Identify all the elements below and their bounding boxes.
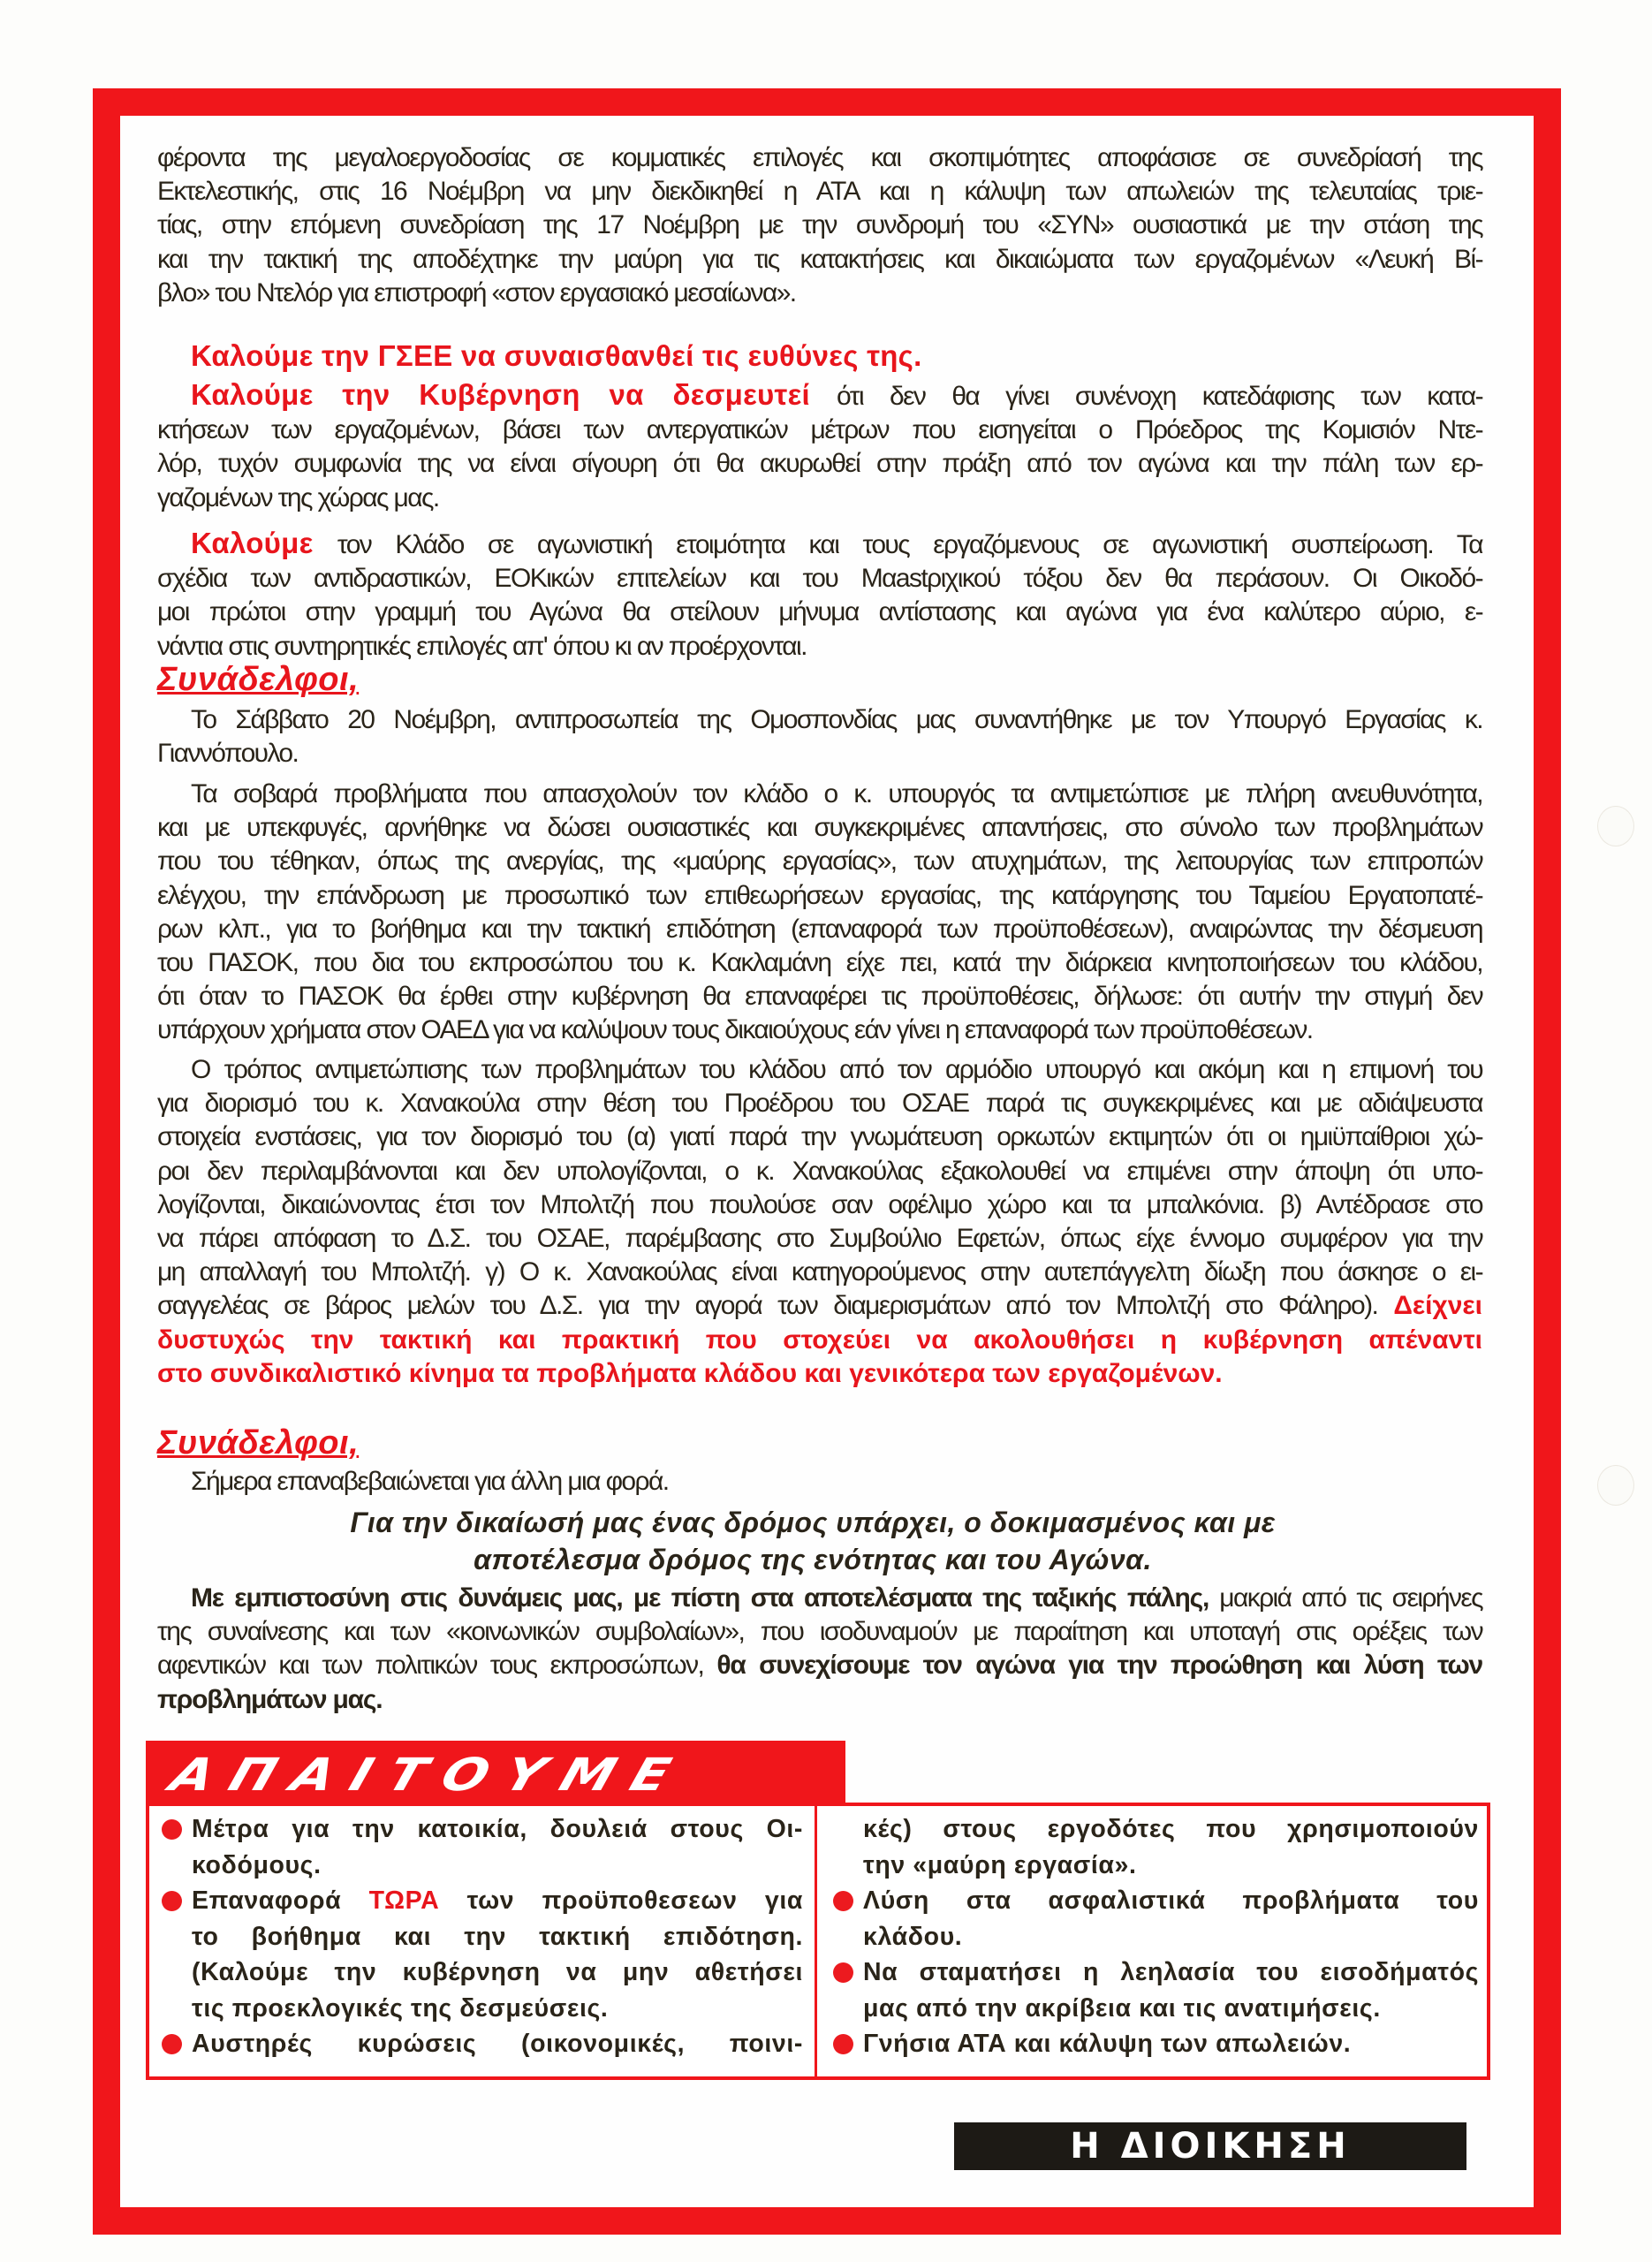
- text-line: ελέγχου, την επάνδρωση με προσωπικό των επιθεωρήσεων εργασίας, της κατάργησης του Ταμείου Εργατοπατέ-: [157, 880, 1482, 910]
- text-line: Επαναφορά: [192, 1886, 342, 1915]
- text-line: Σήμερα επαναβεβαιώνεται για άλλη μια φορά.: [191, 1467, 669, 1496]
- text-line: τον Κλάδο σε αγωνιστική ετοιμότητα και τους εργαζόμενους σε αγωνιστική συσπείρωση. Τα: [337, 530, 1482, 559]
- text-line: τίας, στην επόμενη συνεδρίαση της 17 Νοέμβρη με την συνδρομή του «ΣΥΝ» ουσιαστικά με την στάση της: [157, 210, 1482, 240]
- punch-hole-mark: [1597, 1465, 1634, 1506]
- call-government-paragraph: [157, 378, 1482, 515]
- text-line: Αυστηρές κυρώσεις (οικονομικές, ποινι-: [192, 2030, 803, 2058]
- bullet-icon: [833, 1962, 853, 1983]
- text-line: ροι δεν περιλαμβάνονται και δεν υπολογίζονται, ο κ. Χανακούλας εξακολουθεί να επιμένει στην άποψη ότι υπο-: [157, 1156, 1482, 1186]
- text-line: Να σταματήσει η λεηλασία του εισοδήματός: [863, 1958, 1479, 1986]
- text-line: και με υπεκφυγές, αρνήθηκε να δώσει ουσιαστικές και συγκεκριμένες απαντήσεις, στο σύνολο των προβλημάτων: [157, 813, 1482, 843]
- text-line: στοιχεία ενστάσεις, για τον διορισμό του (α) γιατί παρά την γνωμάτευση ορκωτών εκτιμητών ότι οι ημιϋπαίθριοι χώ-: [157, 1122, 1482, 1152]
- heading-colleagues-2: Συνάδελφοι,: [157, 1424, 360, 1461]
- text-line: ότι όταν το ΠΑΣΟΚ θα έρθει στην κυβέρνηση θα επαναφέρει τις προϋποθέσεις, δήλωσε: ότι αυτήν την στιγμή δεν: [157, 982, 1482, 1012]
- emphasis-line: στο συνδικαλιστικό κίνημα τα προβλήματα κλάδου και γενικότερα των εργαζομένων.: [157, 1358, 1223, 1388]
- demand-item: [830, 1883, 1479, 1955]
- demands-box: [146, 1803, 1490, 2080]
- demand-item: [830, 2026, 1479, 2062]
- problems-paragraph: [157, 778, 1482, 1048]
- text-line: βλο» του Ντελόρ για επιστροφή «στον εργασιακό μεσαίωνα».: [157, 277, 796, 307]
- key-quote: [150, 1504, 1475, 1578]
- text-line: Γνήσια ΑΤΑ και κάλυψη των απωλειών.: [863, 2030, 1352, 2058]
- text-line: κτήσεων των εργαζομένων, βάσει των αντεργατικών μέτρων που εισηγείται ο Πρόεδρος της Κομισιόν Ντε-: [157, 415, 1482, 445]
- text-line: Το Σάββατο 20 Νοέμβρη, αντιπροσωπεία της Ομοσπονδίας μας συναντήθηκε με τον Υπουργό Εργασίας κ.: [191, 705, 1482, 734]
- call-sector-lead: Καλούμε: [191, 527, 314, 559]
- bullet-icon: [833, 2034, 853, 2054]
- osae-paragraph: [157, 1053, 1482, 1391]
- text-line: κλάδου.: [863, 1922, 963, 1951]
- text-line: την «μαύρη εργασία».: [863, 1850, 1137, 1879]
- call-sector-paragraph: [157, 527, 1482, 664]
- bullet-icon: [162, 1819, 182, 1840]
- demand-item: [830, 1955, 1479, 2026]
- text-line: μακριά από τις σειρήνες: [1219, 1583, 1482, 1613]
- text-line: φέροντα της μεγαλοεργοδοσίας σε κομματικές επιλογές και σκοπιμότητες αποφάσισε σε συνεδρίασή της: [157, 143, 1482, 172]
- bullet-icon: [162, 2034, 182, 2054]
- text-line: των προϋποθεσεων για: [466, 1886, 803, 1915]
- demands-title: ΑΠΑΙΤΟΥΜΕ: [163, 1749, 695, 1802]
- text-line: μοι πρώτοι στην γραμμή του Αγώνα θα στείλουν μήνυμα αντίστασης και αγώνα για ένα καλύτερο αύριο, ε-: [157, 597, 1482, 627]
- text-line: υπάρχουν χρήματα στον ΟΑΕΔ για να καλύψουν τους δικαιούχους εάν γίνει η επαναφορά των προϋποθέσεων.: [157, 1015, 1313, 1045]
- signature-board: Η ΔΙΟΙΚΗΣΗ: [954, 2122, 1466, 2170]
- text-line: να πάρει απόφαση το Δ.Σ. του ΟΣΑΕ, παρέμβασης στο Συμβούλιο Εφετών, όπως είχε έννομο συμφέρον για την: [157, 1224, 1482, 1254]
- text-line: νάντια στις συντηρητικές επιλογές απ' όπου κι αν προέρχονται.: [157, 631, 807, 661]
- text-line: μη απαλλαγή του Μπολτζή. γ) Ο κ. Χανακούλας είναι κατηγορούμενος στην αυτεπάγγελτη δίωξη που άσκησε ο ει-: [157, 1257, 1482, 1287]
- closing-paragraph: [157, 1582, 1482, 1717]
- emphasis-text: Δείχνει: [1393, 1291, 1482, 1321]
- text-line: για διορισμό του κ. Χανακούλα στην θέση του Προέδρου του ΟΣΑΕ παρά τις συγκεκριμένες και με αδιάψευστα: [157, 1089, 1482, 1119]
- text-line: που του τέθηκαν, όπως της ανεργίας, της «μαύρης εργασίας», των ατυχημάτων, της λειτουργίας των επιτροπών: [157, 846, 1482, 877]
- highlight-now: ΤΩΡΑ: [368, 1886, 440, 1915]
- text-line: σαγγελέας σε βάρος μελών του Δ.Σ. για την αγορά των διαμερισμάτων από τον Μπολτζή στο Φάληρο).: [157, 1291, 1378, 1321]
- punch-hole-mark: [1597, 806, 1634, 846]
- text-line: λόρ, τυχόν συμφωνία της να είναι σίγουρη ότι θα ακυρωθεί στην πράξη από τον αγώνα και την πάλη των ερ-: [157, 449, 1482, 479]
- text-line: του ΠΑΣΟΚ, που δια του εκπροσώπου του κ. Κακλαμάνη είχε πει, κατά την διάρκεια κινητοποιήσεων του κλάδου,: [157, 948, 1482, 978]
- bold-text: προβλημάτων μας.: [157, 1684, 383, 1714]
- call-gsee: [157, 339, 1482, 375]
- text-line: σχέδια των αντιδραστικών, ΕΟΚικών επιτελείων και του Μαastριχικού τόξου δεν θα περάσουν. Οι Οικοδό-: [157, 564, 1482, 594]
- call-gsee-text: Καλούμε την ΓΣΕΕ να συναισθανθεί τις ευθύνες της.: [191, 339, 922, 372]
- bold-text: Με εμπιστοσύνη στις δυνάμεις μας, με πίστη στα αποτελέσματα της ταξικής πάλης,: [191, 1583, 1209, 1613]
- column-divider: [815, 1806, 817, 2076]
- text-line: Μέτρα για την κατοικία, δουλειά στους Οι-: [192, 1815, 803, 1843]
- text-line: λογίζονται, δικαιώνοντας έτσι τον Μπολτζή που πουλούσε σαν οφέλιμο χώρο και τα μπαλκόνια. β) Αντέδρασε στο: [157, 1189, 1482, 1219]
- demands-left-column: [158, 1811, 803, 2062]
- text-line: κοδόμους.: [192, 1850, 322, 1879]
- text-line: Εκτελεστικής, στις 16 Νοέμβρη να μην διεκδικηθεί η ΑΤΑ και η κάλυψη των απωλειών της τελευταίας τριε-: [157, 177, 1482, 207]
- demands-right-column: [830, 1811, 1479, 2062]
- text-line: της συναίνεσης και των «κοινωνικών συμβολαίων», που ισοδυναμούν με παραίτηση και υποταγή στις ορέξεις των: [157, 1617, 1482, 1647]
- bullet-icon: [833, 1891, 853, 1911]
- text-line: γαζομένων της χώρας μας.: [157, 482, 439, 512]
- text-line: τις προεκλογικές της δεσμεύσεις.: [192, 1993, 609, 2023]
- text-line: το βοήθημα και την τακτική επιδότηση.: [192, 1922, 803, 1951]
- text-line: ρων κλπ., για το βοήθημα και την τακτική επιδότηση (επαναφορά των προϋποθέσεων), αναιρώντας την δέσμευση: [157, 914, 1482, 944]
- call-government-lead: Καλούμε την Κυβέρνηση να δεσμευτεί: [191, 378, 811, 411]
- text-line: Γιαννόπουλο.: [157, 739, 299, 769]
- text-line: ότι δεν θα γίνει συνένοχη κατεδάφισης των κατα-: [837, 382, 1482, 411]
- demand-item: [158, 1811, 803, 1883]
- text-line: Ο τρόπος αντιμετώπισης των προβλημάτων του κλάδου από τον αρμόδιο υπουργό και ακόμη και η επιμονή του: [191, 1055, 1482, 1084]
- text-line: (Καλούμε την κυβέρνηση να μην αθετήσει: [192, 1958, 803, 1986]
- heading-colleagues: Συνάδελφοι,: [157, 661, 360, 698]
- demand-item: [158, 1883, 803, 2026]
- demands-banner: [146, 1741, 845, 1804]
- bold-text: θα συνεχίσουμε τον αγώνα για την προώθηση και λύση των: [716, 1651, 1482, 1681]
- bullet-icon: [162, 1891, 182, 1911]
- demand-item-continuation: [830, 1811, 1479, 1883]
- text-line: κές) στους εργοδότες που χρησιμοποιούν: [863, 1815, 1479, 1843]
- text-line: και την τακτική της αποδέχτηκε την μαύρη για τις κατακτήσεις και δικαιώματα των εργαζομένων «Λευκή Βί-: [157, 244, 1482, 274]
- intro-paragraph: [157, 141, 1482, 310]
- text-line: Τα σοβαρά προβλήματα που απασχολούν τον κλάδο ο κ. υπουργός τα αντιμετώπισε με πλήρη ανευθυνότητα,: [191, 779, 1482, 808]
- text-line: μας από την ακρίβεια και τις ανατιμήσεις.: [863, 1993, 1381, 2023]
- quote-line: αποτέλεσμα δρόμος της ενότητας και του Αγώνα.: [474, 1544, 1152, 1575]
- demand-item: [158, 2026, 803, 2062]
- reaffirm-paragraph: [157, 1465, 1482, 1499]
- emphasis-line: δυστυχώς την τακτική και πρακτική που στοχεύει να ακολουθήσει η κυβέρνηση απέναντι: [157, 1325, 1482, 1355]
- text-line: αφεντικών και των πολιτικών τους εκπροσώπων,: [157, 1651, 704, 1681]
- quote-line: Για την δικαίωσή μας ένας δρόμος υπάρχει, ο δοκιμασμένος και με: [350, 1507, 1276, 1538]
- text-line: Λύση στα ασφαλιστικά προβλήματα του: [863, 1886, 1479, 1915]
- meeting-paragraph: [157, 703, 1482, 770]
